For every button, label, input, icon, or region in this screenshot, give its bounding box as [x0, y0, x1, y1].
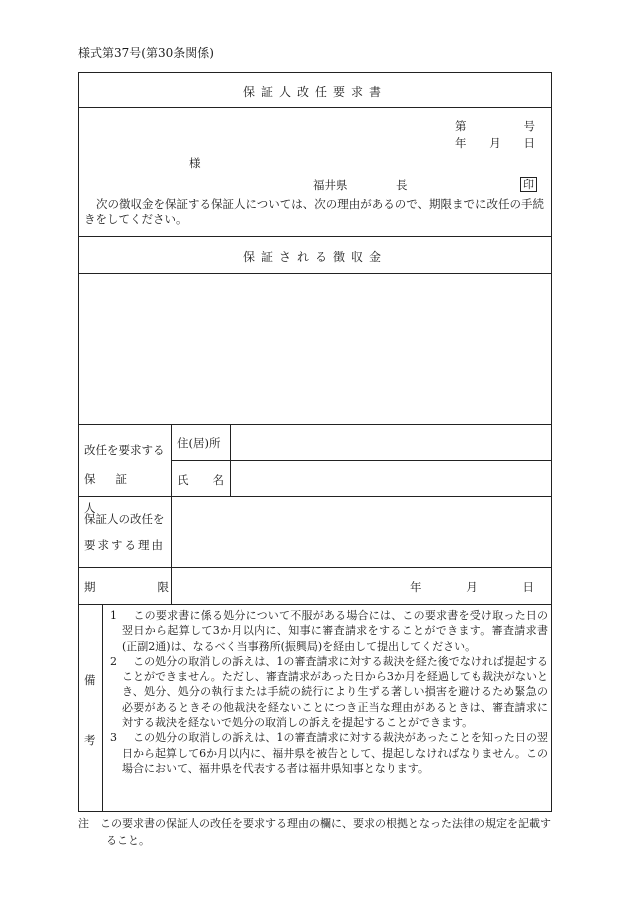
- reason-label-line1: 保証人の改任を: [84, 512, 165, 526]
- issuer-office-suffix: 長: [396, 178, 408, 192]
- doc-number: [455, 118, 535, 134]
- note-number: 1: [110, 609, 117, 622]
- deadline-date[interactable]: [410, 579, 534, 595]
- issuer-prefecture: 福井県: [313, 178, 348, 192]
- note-number: 2: [110, 654, 117, 668]
- remarks-notes: [110, 608, 548, 776]
- reason-label: [84, 506, 165, 558]
- seal-mark: [520, 177, 537, 192]
- address-label: 住(居)所: [177, 436, 221, 450]
- form-title: 保証人改任要求書: [242, 85, 387, 99]
- divider: [78, 424, 552, 425]
- footnote-text: この要求書の保証人の改任を要求する理由の欄に、要求の根拠となった法律の規定を記載すること。: [100, 817, 551, 847]
- note-text: この要求書に係る処分について不服がある場合には、この要求書を受け取った日の翌日から起算して3か月以内に、知事に審査請求をすることができます。審査請求書(正副2通)は、なるべく当事務所(振興局)を経由して提出してください。: [122, 609, 549, 653]
- deadline-year: 年: [410, 580, 422, 594]
- guarantor-label-line1: 改任を要求する: [84, 443, 165, 457]
- intro-text: 次の徴収金を保証する保証人については、次の理由があるので、期限までに改任の手続きをしてください。: [84, 197, 545, 226]
- footnote-mark: 注: [78, 817, 89, 830]
- divider: [78, 273, 552, 274]
- note-number: 3: [110, 731, 117, 745]
- address-field[interactable]: [232, 426, 550, 458]
- doc-number-go: 号: [523, 119, 535, 133]
- footnote: [78, 815, 552, 849]
- note-item: [110, 654, 548, 730]
- section-guaranteed-title: 保証される徴収金: [242, 250, 387, 264]
- note-item: [110, 608, 548, 654]
- divider: [78, 107, 552, 108]
- issue-date: [455, 135, 535, 151]
- remarks-label-char2: 考: [84, 733, 96, 747]
- guaranteed-levy-field[interactable]: [80, 275, 550, 422]
- note-item: [110, 730, 548, 776]
- deadline-label: 期限: [84, 580, 231, 594]
- addressee-suffix: 様: [189, 156, 201, 170]
- reason-field[interactable]: [173, 498, 550, 565]
- reason-label-line2: 要求する理由: [84, 538, 165, 552]
- note-text: この処分の取消しの訴えは、1の審査請求に対する裁決があったことを知った日の翌日から起算して6か月以内に、福井県を被告として、提起しなければなりません。この場合において、福井県を代表する者は福井県知事となります。: [122, 731, 549, 775]
- doc-number-dai: 第: [455, 119, 467, 133]
- divider: [102, 604, 103, 812]
- divider: [78, 604, 552, 605]
- issue-date-day: 日: [523, 136, 535, 150]
- divider: [78, 236, 552, 237]
- note-text: この処分の取消しの訴えは、1の審査請求に対する裁決を経た後でなければ提起することができません。ただし、審査請求があった日から3か月を経過しても裁決がないとき、処分、処分の執行または手続の続行により生ずる著しい損害を避けるため緊急の必要があるときその他裁決を経ないことにつき正当な理由があるときは、審査請求に対する裁決を経ないで処分の取消しの訴えを提起することができます。: [122, 654, 549, 730]
- guarantor-label-line2: 保証人: [84, 472, 147, 515]
- deadline-month: 月: [466, 580, 478, 594]
- issue-date-month: 月: [489, 136, 501, 150]
- deadline-day: 日: [522, 580, 534, 594]
- form-label: 様式第37号(第30条関係): [78, 46, 214, 60]
- divider: [171, 460, 552, 461]
- name-field[interactable]: [232, 462, 550, 494]
- issue-date-year: 年: [455, 136, 467, 150]
- divider: [171, 424, 172, 604]
- name-label: 氏名: [177, 473, 248, 487]
- divider: [78, 567, 552, 568]
- remarks-label-char1: 備: [84, 673, 96, 687]
- seal-label: 印: [520, 177, 537, 192]
